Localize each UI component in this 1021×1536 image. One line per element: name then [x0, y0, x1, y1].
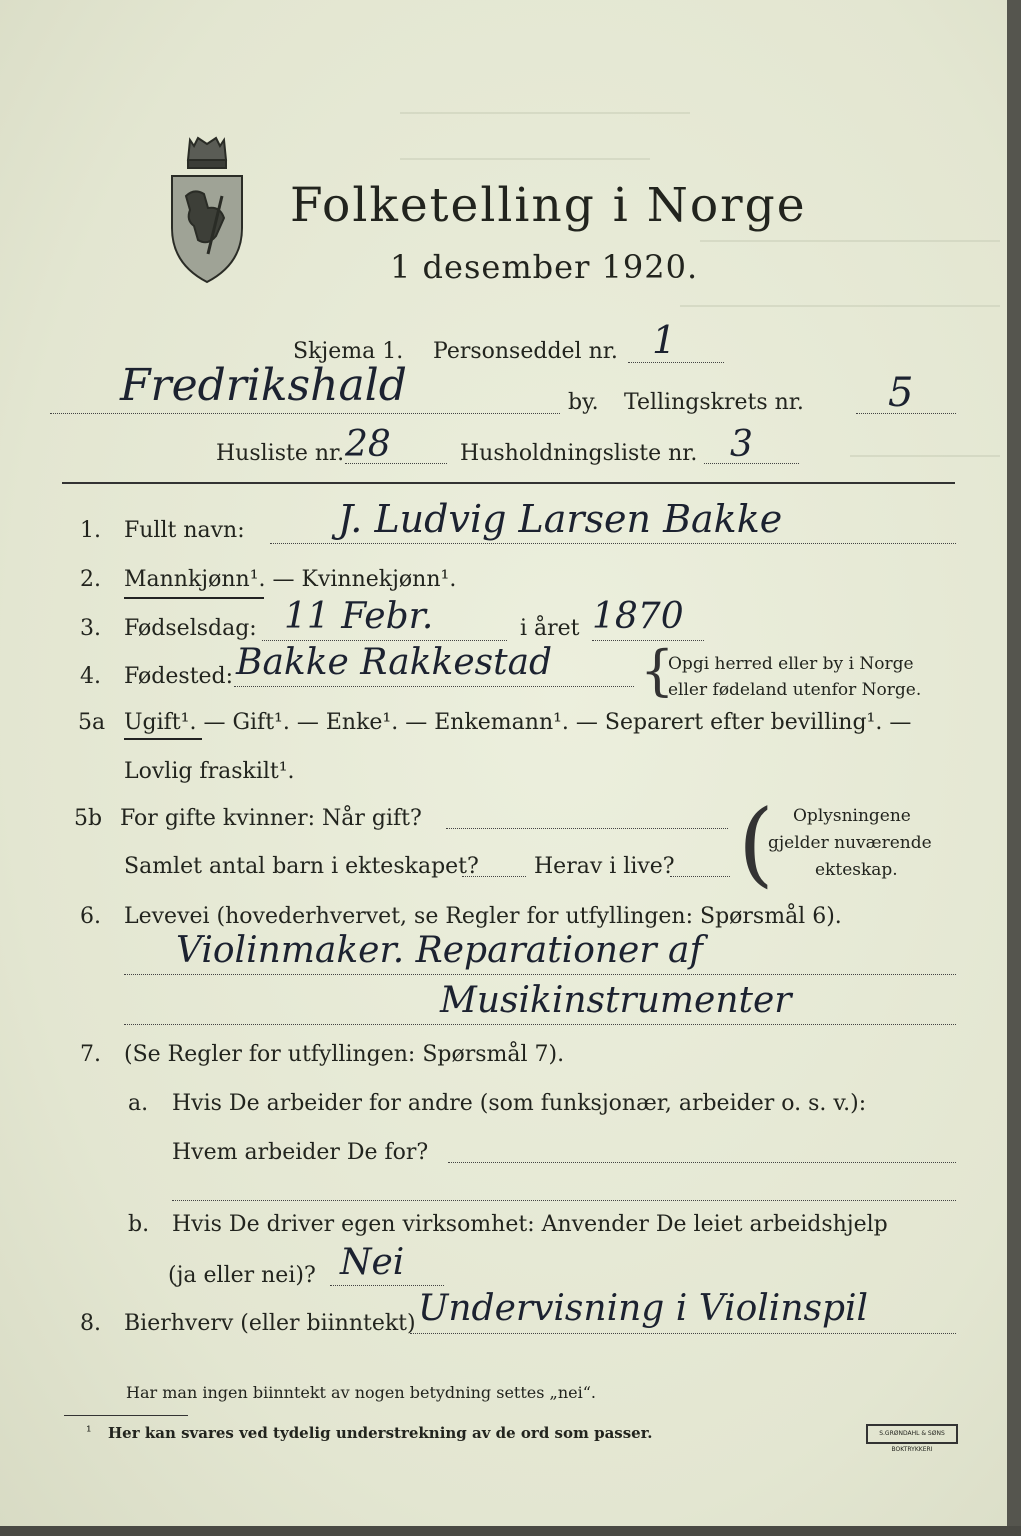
- show-through-line: [680, 305, 1000, 307]
- q5b-number: 5b: [74, 806, 103, 831]
- q5a-number: 5a: [78, 710, 106, 735]
- q4-note-line2: eller fødeland utenfor Norge.: [668, 680, 922, 700]
- q8-line: [410, 1333, 956, 1334]
- q5b-brace: (: [738, 790, 774, 897]
- tellingskrets-value[interactable]: 5: [888, 370, 914, 416]
- show-through-line: [400, 158, 650, 160]
- husliste-label: Husliste nr.: [216, 441, 345, 466]
- q5b-children-line: [462, 876, 526, 877]
- town-label: by.: [568, 390, 599, 415]
- coat-of-arms-icon: [164, 136, 250, 286]
- town-value[interactable]: Fredrikshald: [120, 360, 407, 411]
- q4-note-line1: Opgi herred eller by i Norge: [668, 654, 914, 674]
- printer-stamp-text: S.GRØNDAHL & SØNS BOKTRYKKERI: [879, 1430, 945, 1453]
- show-through-line: [850, 455, 1000, 457]
- printer-stamp: [866, 1424, 958, 1453]
- q6-label: Levevei (hovederhvervet, se Regler for utfyllingen: Spørsmål 6).: [124, 904, 842, 929]
- q8-number: 8.: [80, 1311, 101, 1336]
- birth-year-value[interactable]: 1870: [592, 596, 684, 637]
- occupation-value-line2[interactable]: Musikinstrumenter: [440, 980, 792, 1021]
- show-through-line: [700, 240, 1000, 242]
- show-through-line: [400, 112, 690, 114]
- personseddel-line: [628, 362, 724, 363]
- q7a-employer-line: [448, 1162, 956, 1163]
- schema-label: Skjema 1.: [293, 339, 404, 364]
- q7a-employer-line2: [172, 1200, 956, 1201]
- husholdningsliste-value[interactable]: 3: [730, 424, 753, 465]
- town-line: [50, 413, 560, 414]
- birthday-value[interactable]: 11 Febr.: [284, 596, 434, 637]
- scan-border-right: [1007, 0, 1021, 1536]
- q7b-answer-label: (ja eller nei)?: [168, 1263, 316, 1288]
- personseddel-label: Personseddel nr.: [433, 339, 618, 364]
- q1-number: 1.: [80, 518, 101, 543]
- husliste-value[interactable]: 28: [345, 424, 391, 465]
- q1-label: Fullt navn:: [124, 518, 245, 543]
- q4-number: 4.: [80, 664, 101, 689]
- q5b-living-line: [670, 876, 730, 877]
- side-income-value[interactable]: Undervisning i Violinspil: [418, 1288, 869, 1329]
- q7b-question: Hvis De driver egen virksomhet: Anvender De leiet arbeidshjelp: [172, 1212, 888, 1237]
- q6-line1: [124, 974, 956, 975]
- full-name-value[interactable]: J. Ludvig Larsen Bakke: [338, 497, 783, 541]
- q7-number: 7.: [80, 1042, 101, 1067]
- q5b-note-line3: ekteskap.: [815, 860, 898, 880]
- q6-line2: [124, 1024, 956, 1025]
- q5a-marital-options: Ugift¹. — Gift¹. — Enke¹. — Enkemann¹. — Separert efter bevilling¹. —: [124, 710, 912, 735]
- q5b-note-line2: gjelder nuværende: [768, 833, 932, 853]
- q1-line: [270, 543, 956, 544]
- q5b-married-when: For gifte kvinner: Når gift?: [120, 806, 422, 831]
- header-separator: [62, 482, 955, 484]
- scan-border-bottom: [0, 1526, 1021, 1536]
- q2-gender-options: Mannkjønn¹. — Kvinnekjønn¹.: [124, 567, 457, 592]
- q8-label: Bierhverv (eller biinntekt): [124, 1311, 416, 1336]
- q3-year-label: i året: [520, 616, 580, 641]
- birthplace-value[interactable]: Bakke Rakkestad: [236, 642, 553, 683]
- form-title: Folketelling i Norge: [290, 178, 807, 233]
- hired-help-value[interactable]: Nei: [340, 1242, 405, 1283]
- q3-birthday-line: [262, 640, 507, 641]
- footnote-mark: ¹: [86, 1424, 92, 1440]
- q6-number: 6.: [80, 904, 101, 929]
- footnote-rule: [64, 1415, 188, 1416]
- q4-line: [234, 686, 634, 687]
- footnote-text: Her kan svares ved tydelig understrekning av de ord som passer.: [108, 1424, 653, 1442]
- q3-label: Fødselsdag:: [124, 616, 257, 641]
- footer-note: Har man ingen biinntekt av nogen betydning settes „nei“.: [126, 1383, 596, 1402]
- occupation-value-line1[interactable]: Violinmaker. Reparationer af: [176, 930, 703, 971]
- tellingskrets-label: Tellingskrets nr.: [624, 390, 804, 415]
- q2-selected-underline: [124, 597, 264, 599]
- q5a-marital-options-line2: Lovlig fraskilt¹.: [124, 759, 295, 784]
- q7a-employer-label: Hvem arbeider De for?: [172, 1140, 429, 1165]
- husholdningsliste-label: Husholdningsliste nr.: [460, 441, 698, 466]
- q5b-children-count: Samlet antal barn i ekteskapet?: [124, 854, 479, 879]
- q5b-married-line: [446, 828, 728, 829]
- q4-brace: {: [640, 639, 675, 702]
- q7-label: (Se Regler for utfyllingen: Spørsmål 7).: [124, 1042, 565, 1067]
- q5b-living-count: Herav i live?: [534, 854, 675, 879]
- q7b-letter: b.: [128, 1212, 150, 1237]
- q7a-letter: a.: [128, 1091, 149, 1116]
- q7b-answer-line: [330, 1285, 444, 1286]
- q2-number: 2.: [80, 567, 101, 592]
- q5b-note-line1: Oplysningene: [793, 806, 911, 826]
- personseddel-value[interactable]: 1: [652, 318, 677, 362]
- census-date: 1 desember 1920.: [390, 248, 699, 286]
- q3-number: 3.: [80, 616, 101, 641]
- q4-label: Fødested:: [124, 664, 234, 689]
- q7a-question: Hvis De arbeider for andre (som funksjonær, arbeider o. s. v.):: [172, 1091, 867, 1116]
- q5a-selected-underline: [124, 738, 202, 740]
